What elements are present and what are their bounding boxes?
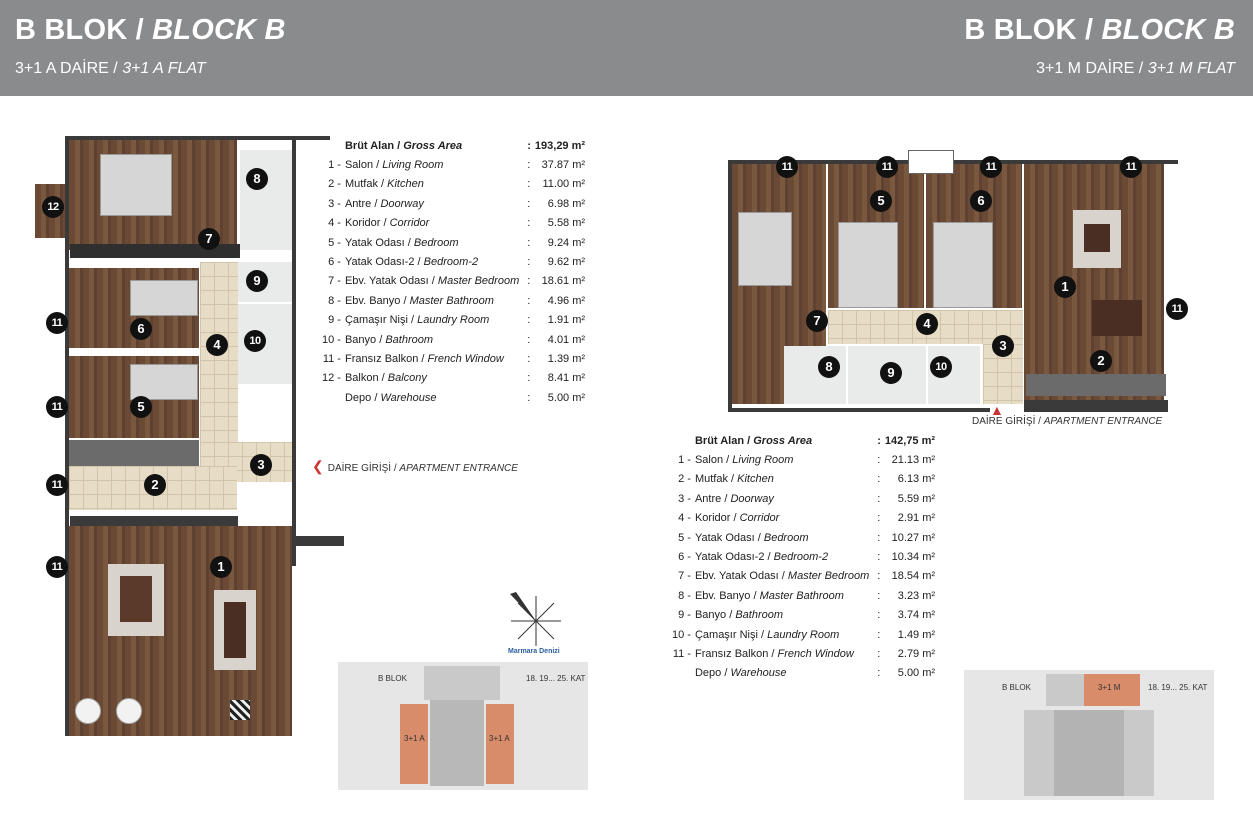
room-row: 7 - Ebv. Yatak Odası / Master Bedroom : 18.61 m² [328, 275, 586, 288]
room-badge-4: 4 [206, 334, 228, 356]
room-badge-9: 9 [246, 270, 268, 292]
room-row: 8 - Ebv. Banyo / Master Bathroom : 3.23 m² [678, 589, 936, 602]
room-row: 11 - Fransız Balkon / French Window : 1.39 m² [322, 352, 586, 365]
gross-area-row: Brüt Alan / Gross Area : 142,75 m² [694, 434, 936, 447]
area-table-3-1-a [322, 136, 585, 407]
room-row: 2 - Mutfak / Kitchen : 6.13 m² [678, 473, 936, 486]
room-badge-10: 10 [244, 330, 266, 352]
room-badge-7: 7 [806, 310, 828, 332]
room-badge-7: 7 [198, 228, 220, 250]
room-row: 6 - Yatak Odası-2 / Bedroom-2 : 10.34 m² [678, 551, 936, 564]
keymap-3-1-a [338, 662, 588, 790]
apartment-entrance-label-a: ❮ DAİRE GİRİŞİ / APARTMENT ENTRANCE [312, 458, 518, 474]
room-row: 4 - Koridor / Corridor : 5.58 m² [328, 217, 586, 230]
room-badge-6: 6 [130, 318, 152, 340]
room-row: 3 - Antre / Doorway : 5.59 m² [678, 492, 936, 505]
room-badge-11: 11 [46, 474, 68, 496]
room-row: Depo / Warehouse : 5.00 m² [694, 667, 936, 680]
floor-plan-3-1-a [30, 132, 350, 772]
compass-icon [496, 588, 576, 660]
keymap-block-label: B BLOK [378, 674, 407, 683]
room-row: 10 - Çamaşır Nişi / Laundry Room : 1.49 m² [672, 628, 936, 641]
right-title: B BLOK / BLOCK B [964, 14, 1235, 46]
left-title: B BLOK / BLOCK B [15, 14, 286, 46]
room-badge-11: 11 [776, 156, 798, 178]
room-badge-2: 2 [1090, 350, 1112, 372]
room-badge-4: 4 [916, 313, 938, 335]
room-badge-2: 2 [144, 474, 166, 496]
room-badge-11: 11 [1166, 298, 1188, 320]
room-badge-11: 11 [46, 396, 68, 418]
room-row: 4 - Koridor / Corridor : 2.91 m² [678, 512, 936, 525]
area-table-3-1-m [672, 431, 935, 683]
room-row: 5 - Yatak Odası / Bedroom : 9.24 m² [328, 236, 586, 249]
room-badge-6: 6 [970, 190, 992, 212]
room-badge-11: 11 [1120, 156, 1142, 178]
entrance-arrow-icon: ▲ [990, 402, 1004, 418]
room-badge-10: 10 [930, 356, 952, 378]
room-badge-11: 11 [980, 156, 1002, 178]
room-row: 1 - Salon / Living Room : 21.13 m² [678, 454, 936, 467]
room-row: Depo / Warehouse : 5.00 m² [344, 391, 586, 404]
room-row: 11 - Fransız Balkon / French Window : 2.79 m² [672, 647, 936, 660]
room-badge-11: 11 [876, 156, 898, 178]
right-subtitle: 3+1 M DAİRE / 3+1 M FLAT [1036, 60, 1235, 77]
room-badge-1: 1 [1054, 276, 1076, 298]
room-badge-5: 5 [130, 396, 152, 418]
room-badge-5: 5 [870, 190, 892, 212]
apartment-entrance-label-m: ▲ DAİRE GİRİŞİ / APARTMENT ENTRANCE [972, 402, 1163, 427]
room-badge-1: 1 [210, 556, 232, 578]
keymap-3-1-m [964, 670, 1214, 800]
room-badge-11: 11 [46, 312, 68, 334]
room-badge-11: 11 [46, 556, 68, 578]
floor-plan-3-1-m [728, 150, 1183, 416]
room-row: 9 - Çamaşır Nişi / Laundry Room : 1.91 m² [328, 314, 586, 327]
keymap-block-label: B BLOK [1002, 683, 1031, 692]
keymap-floors-label: 18. 19... 25. KAT [526, 674, 586, 683]
room-row: 2 - Mutfak / Kitchen : 11.00 m² [328, 178, 586, 191]
room-row: 6 - Yatak Odası-2 / Bedroom-2 : 9.62 m² [328, 256, 586, 269]
room-row: 10 - Banyo / Bathroom : 4.01 m² [322, 333, 586, 346]
keymap-unit-left: 3+1 A [404, 734, 425, 743]
keymap-unit-label: 3+1 M [1098, 683, 1121, 692]
compass-label: Marmara Denizi [508, 648, 560, 655]
room-badge-8: 8 [246, 168, 268, 190]
room-row: 7 - Ebv. Yatak Odası / Master Bedroom : 18.54 m² [678, 570, 936, 583]
entrance-arrow-icon: ❮ [312, 458, 324, 474]
room-row: 5 - Yatak Odası / Bedroom : 10.27 m² [678, 531, 936, 544]
keymap-floors-label: 18. 19... 25. KAT [1148, 683, 1208, 692]
room-row: 8 - Ebv. Banyo / Master Bathroom : 4.96 m² [328, 294, 586, 307]
keymap-unit-right: 3+1 A [489, 734, 510, 743]
page-header [0, 0, 1253, 96]
room-badge-8: 8 [818, 356, 840, 378]
gross-area-row: Brüt Alan / Gross Area : 193,29 m² [344, 139, 586, 152]
room-badge-3: 3 [992, 335, 1014, 357]
room-row: 1 - Salon / Living Room : 37.87 m² [328, 159, 586, 172]
room-badge-12: 12 [42, 196, 64, 218]
room-row: 3 - Antre / Doorway : 6.98 m² [328, 197, 586, 210]
room-row: 12 - Balkon / Balcony : 8.41 m² [322, 372, 586, 385]
room-row: 9 - Banyo / Bathroom : 3.74 m² [678, 609, 936, 622]
room-badge-9: 9 [880, 362, 902, 384]
left-subtitle: 3+1 A DAİRE / 3+1 A FLAT [15, 60, 206, 77]
room-badge-3: 3 [250, 454, 272, 476]
